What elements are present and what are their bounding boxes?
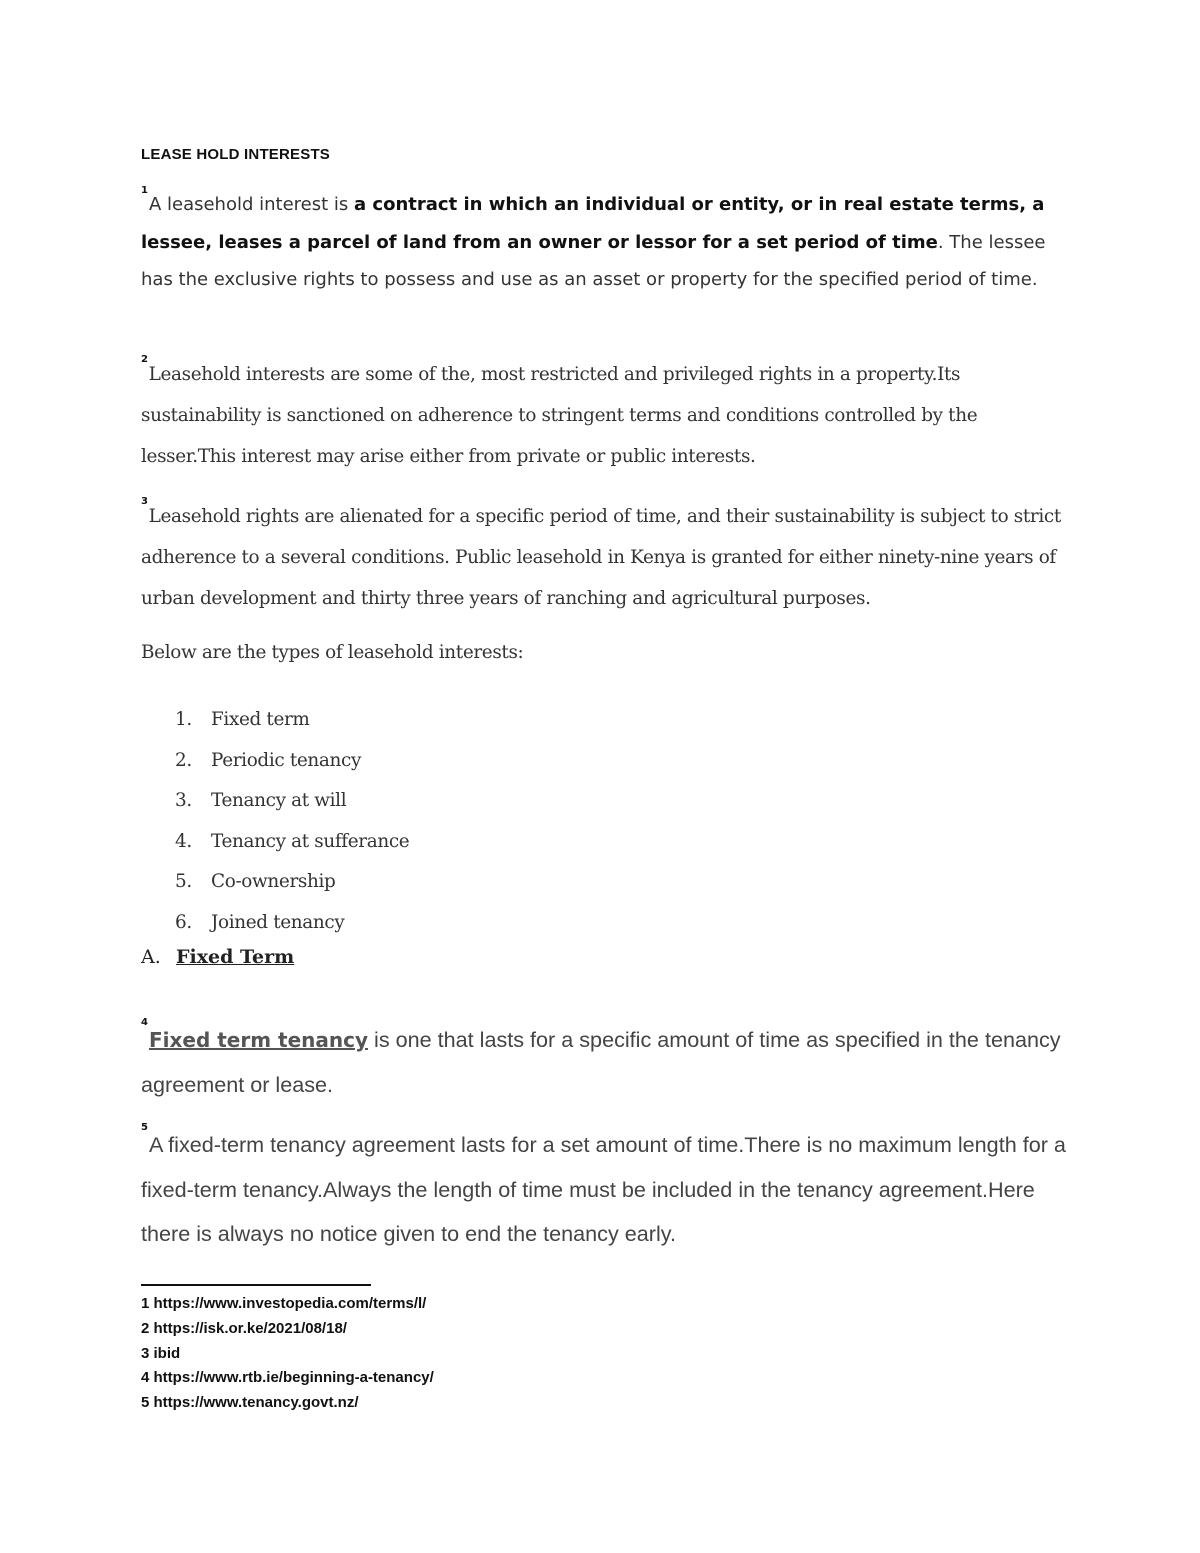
- list-item-number: 4.: [175, 830, 192, 852]
- paragraph-leasehold-rights: [141, 355, 1066, 477]
- footnote-ref-3: 3: [141, 496, 148, 507]
- footnote-1: 1 https://www.investopedia.com/terms/l/: [141, 1295, 427, 1312]
- paragraph-leasehold-definition: [141, 186, 1066, 299]
- paragraph-leasehold-alienation: [141, 497, 1066, 619]
- paragraph-fixed-term-definition: [141, 1018, 1066, 1107]
- list-item-label: Tenancy at will: [211, 790, 347, 812]
- footnotes-list: [141, 1292, 434, 1416]
- footnote-ref-2: 2: [141, 354, 148, 365]
- paragraph-2-text: Leasehold interests are some of the, most restricted and privileged rights in a property.Its sustainability is sanctioned on adherence to stringent terms and conditions controlled by the lesser.This interest may arise either from private or public interests.: [141, 364, 978, 467]
- section-letter: A.: [141, 946, 161, 968]
- list-item-number: 3.: [175, 790, 192, 812]
- list-item: [141, 781, 409, 822]
- list-item-label: Fixed term: [211, 709, 310, 730]
- paragraph-3-text: Leasehold rights are alienated for a specific period of time, and their sustainability is subject to strict adherence to a several conditions. Public leasehold in Kenya is granted for either ninety-nine years of urban development and thirty three years of ranching and agricultural purposes.: [141, 506, 1061, 609]
- section-heading-fixed-term: [141, 946, 294, 968]
- list-item: [141, 822, 409, 863]
- footnote-ref-4: 4: [141, 1017, 148, 1028]
- section-title: Fixed Term: [176, 946, 295, 968]
- paragraph-1-rest: . The lessee has the exclusive rights to possess and use as an asset or property for the specified period of time.: [141, 231, 1046, 290]
- list-item: [141, 741, 409, 782]
- list-item-number: 6.: [175, 911, 192, 933]
- footnote-5: 5 https://www.tenancy.govt.nz/: [141, 1394, 359, 1412]
- list-item-number: 2.: [175, 749, 192, 771]
- footnote-ref-5: 5: [141, 1122, 148, 1133]
- paragraph-1-bold: a contract in which an individual or entity, or in real estate terms, a lessee, leases a parcel of land from an owner or lessor for a set period of time: [141, 194, 1045, 253]
- list-item-label: Tenancy at sufferance: [211, 830, 410, 852]
- list-item: [141, 903, 409, 944]
- footnote-ref-1: 1: [141, 185, 148, 196]
- list-item: [141, 700, 409, 741]
- paragraph-4-text: is one that lasts for a specific amount of time as specified in the tenancy agreement or lease.: [141, 1027, 1061, 1097]
- types-list: [141, 700, 409, 944]
- list-item: [141, 862, 409, 903]
- paragraph-1-lead: A leasehold interest is: [148, 194, 355, 215]
- fixed-term-tenancy-term: Fixed term tenancy: [148, 1028, 369, 1052]
- footnote-2: 2 https://isk.or.ke/2021/08/18/: [141, 1319, 347, 1337]
- list-item-number: 5.: [175, 871, 192, 893]
- list-item-label: Co-ownership: [211, 871, 336, 893]
- document-heading: LEASE HOLD INTERESTS: [141, 146, 331, 163]
- list-item-number: 1.: [175, 709, 192, 730]
- types-intro: Below are the types of leasehold interests:: [141, 642, 524, 663]
- paragraph-5-text: A fixed-term tenancy agreement lasts for a set amount of time.There is no maximum length for a fixed-term tenancy.Always the length of time must be included in the tenancy agreement.Here there is always no notice given to end the tenancy early.: [141, 1132, 1066, 1246]
- paragraph-fixed-term-agreement: [141, 1123, 1066, 1257]
- footnote-4: 4 https://www.rtb.ie/beginning-a-tenancy/: [141, 1369, 434, 1387]
- list-item-label: Joined tenancy: [211, 911, 345, 933]
- list-item-label: Periodic tenancy: [211, 749, 361, 771]
- footnote-separator: [141, 1284, 371, 1286]
- footnote-3: 3 ibid: [141, 1344, 181, 1362]
